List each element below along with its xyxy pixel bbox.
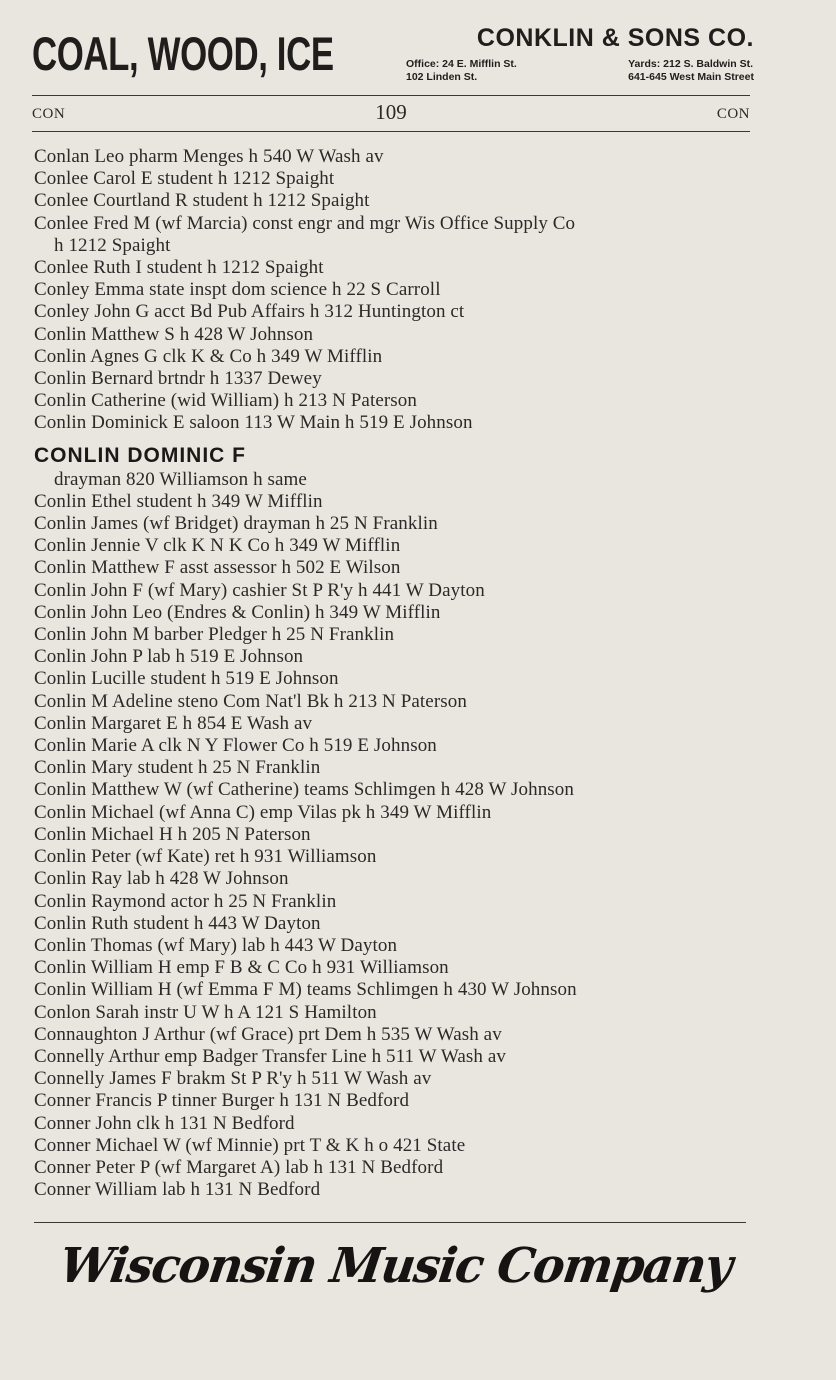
directory-entry: Conlin Catherine (wid William) h 213 N Paterson xyxy=(34,390,418,412)
directory-entry: Conlin Ruth student h 443 W Dayton xyxy=(34,912,321,934)
directory-entry: Conlin Lucille student h 519 E Johnson xyxy=(34,668,339,690)
directory-entry: Conlan Leo pharm Menges h 540 W Wash av xyxy=(34,146,384,167)
directory-entry: Conlin John F (wf Mary) cashier St P R'y h 441 W Dayton xyxy=(34,579,485,601)
directory-entry: Conlin M Adeline steno Com Nat'l Bk h 213 N Paterson xyxy=(34,690,467,712)
ad-office-address xyxy=(406,58,517,84)
footer-rule xyxy=(34,1222,746,1223)
running-head-left: CON xyxy=(32,106,66,122)
directory-entry: Conlee Courtland R student h 1212 Spaight xyxy=(34,190,370,212)
directory-entry: Connelly James F brakm St P R'y h 511 W Wash av xyxy=(34,1068,432,1090)
directory-entry: Conley Emma state inspt dom science h 22 S Carroll xyxy=(34,279,441,301)
directory-entry: Conlin James (wf Bridget) drayman h 25 N Franklin xyxy=(34,513,438,535)
directory-entry: Conlin Matthew F asst assessor h 502 E Wilson xyxy=(34,557,401,579)
directory-entry: Conlin John Leo (Endres & Conlin) h 349 W Mifflin xyxy=(34,601,441,623)
page-number: 109 xyxy=(375,100,407,124)
directory-entry-continuation: h 1212 Spaight xyxy=(54,234,171,256)
directory-listing xyxy=(34,146,756,1201)
footer-ad-text: Wisconsin Music Company xyxy=(56,1238,735,1294)
directory-entry: Conlin William H emp F B & C Co h 931 Williamson xyxy=(34,957,449,979)
ad-yards-line2: 641-645 West Main Street xyxy=(628,71,754,83)
directory-entry: Connaughton J Arthur (wf Grace) prt Dem h 535 W Wash av xyxy=(34,1023,502,1045)
directory-entry: Conlin William H (wf Emma F M) teams Schlimgen h 430 W Johnson xyxy=(34,979,577,1001)
directory-entry: Conley John G acct Bd Pub Affairs h 312 Huntington ct xyxy=(34,301,465,323)
directory-entry: Conlee Ruth I student h 1212 Spaight xyxy=(34,257,324,279)
directory-entry: Conlin John M barber Pledger h 25 N Franklin xyxy=(34,624,395,646)
running-head-right: CON xyxy=(716,106,750,122)
directory-entry: Conlin Ray lab h 428 W Johnson xyxy=(34,868,289,890)
ad-office-line1: Office: 24 E. Mifflin St. xyxy=(406,58,517,70)
ad-company-name: CONKLIN & SONS CO. xyxy=(476,24,754,52)
directory-entry: Conlin Mary student h 25 N Franklin xyxy=(34,757,321,779)
ad-headline: COAL, WOOD, ICE xyxy=(32,27,334,80)
directory-entry: Conlin Bernard brtndr h 1337 Dewey xyxy=(34,368,322,390)
directory-entry: Conlon Sarah instr U W h A 121 S Hamilton xyxy=(34,1001,377,1023)
directory-entry: Connelly Arthur emp Badger Transfer Line h 511 W Wash av xyxy=(34,1045,506,1067)
ad-office-line2: 102 Linden St. xyxy=(406,71,478,83)
directory-entry: Conlin Marie A clk N Y Flower Co h 519 E Johnson xyxy=(34,735,437,757)
ad-yards-address xyxy=(628,58,754,84)
directory-entry: Conlin Jennie V clk K N K Co h 349 W Mifflin xyxy=(34,535,401,557)
header-advertisement xyxy=(32,22,754,86)
directory-entry: Conner Francis P tinner Burger h 131 N Bedford xyxy=(34,1090,410,1112)
directory-entry: Conner Peter P (wf Margaret A) lab h 131 N Bedford xyxy=(34,1156,444,1178)
directory-entry-display: CONLIN DOMINIC F xyxy=(34,443,246,467)
directory-entry: Conlin Thomas (wf Mary) lab h 443 W Dayton xyxy=(34,934,398,956)
directory-entry: Conlee Carol E student h 1212 Spaight xyxy=(34,168,335,190)
directory-entry: Conlee Fred M (wf Marcia) const engr and mgr Wis Office Supply Co xyxy=(34,212,576,234)
directory-entry: Conner William lab h 131 N Bedford xyxy=(34,1179,321,1201)
directory-entry-continuation: drayman 820 Williamson h same xyxy=(54,468,307,490)
directory-entry: Conlin Michael H h 205 N Paterson xyxy=(34,823,311,845)
directory-entry: Conlin Agnes G clk K & Co h 349 W Mifflin xyxy=(34,345,383,367)
ad-yards-line1: Yards: 212 S. Baldwin St. xyxy=(628,58,754,70)
running-head xyxy=(32,100,750,128)
directory-entry: Conlin Dominick E saloon 113 W Main h 519 E Johnson xyxy=(34,412,473,434)
directory-entry: Conner Michael W (wf Minnie) prt T & K h o 421 State xyxy=(34,1134,466,1156)
header-rule-bottom xyxy=(32,131,750,132)
directory-entry: Conlin Michael (wf Anna C) emp Vilas pk h 349 W Mifflin xyxy=(34,801,492,823)
directory-entry: Conlin John P lab h 519 E Johnson xyxy=(34,646,304,668)
directory-entry: Conlin Raymond actor h 25 N Franklin xyxy=(34,890,337,912)
directory-entry: Conlin Ethel student h 349 W Mifflin xyxy=(34,490,323,512)
ad-company-block xyxy=(406,22,754,84)
directory-entry: Conlin Matthew S h 428 W Johnson xyxy=(34,323,314,345)
directory-entry: Conlin Margaret E h 854 E Wash av xyxy=(34,712,313,734)
ad-addresses xyxy=(406,54,754,84)
directory-entry: Conlin Matthew W (wf Catherine) teams Schlimgen h 428 W Johnson xyxy=(34,779,574,801)
directory-entry: Conner John clk h 131 N Bedford xyxy=(34,1112,295,1134)
directory-entry: Conlin Peter (wf Kate) ret h 931 Williamson xyxy=(34,846,377,868)
header-rule-top xyxy=(32,95,750,96)
footer-advertisement xyxy=(56,1226,760,1306)
